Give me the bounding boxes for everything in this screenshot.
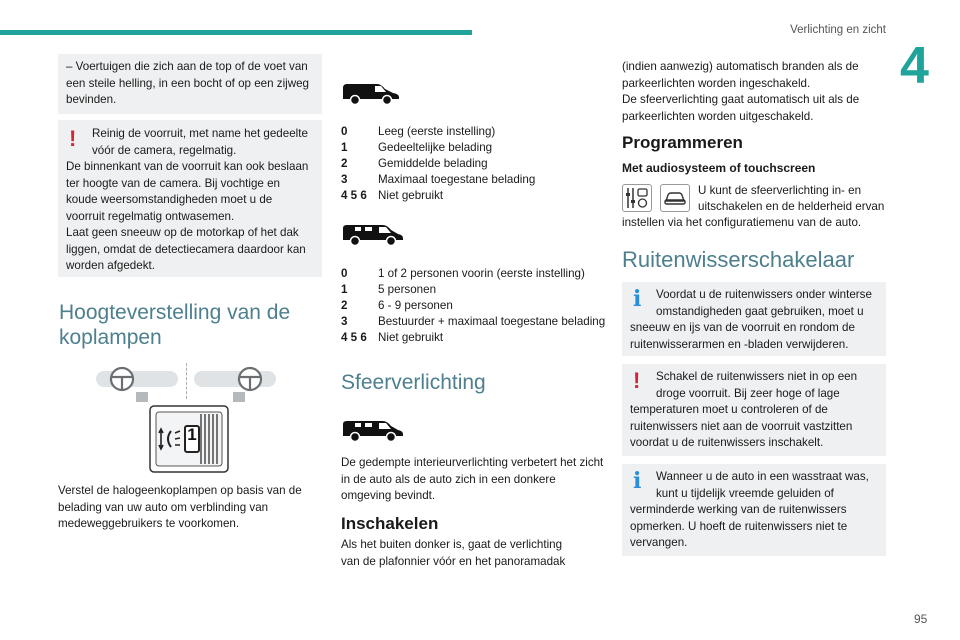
chapter-number: 4 <box>900 37 929 95</box>
program-line2: uitschakelen en de helderheid ervan <box>698 200 885 213</box>
steering-wheel-icon <box>194 366 276 392</box>
table-row: 0 Leeg (eerste instelling) <box>341 125 496 138</box>
table-row: 4 5 6 Niet gebruikt <box>341 189 444 202</box>
info-box-winter: i Voordat u de ruitenwissers onder winterse omstandigheden gaat gebruiken, moet u sneeuw en ijs van de voorruit en rondom de ruitenwisserarmen en -bladen verwijderen. <box>622 282 886 356</box>
load-table <box>341 124 611 204</box>
warning-line2: vóór de camera, regelmatig. <box>92 143 237 157</box>
divider <box>186 363 188 399</box>
switch-on-body: Als het buiten donker is, gaat de verlichting van de plafonnier vóór en het panoramadak <box>341 538 566 568</box>
info-icon: i <box>633 468 642 494</box>
warning-icon: ! <box>633 368 641 393</box>
passenger-table <box>341 266 611 346</box>
minibus-icon <box>341 221 405 247</box>
header-title: Verlichting en zicht <box>790 24 886 36</box>
van-icon <box>341 80 401 106</box>
table-row: 1 5 personen <box>341 283 437 296</box>
table-row: 0 1 of 2 personen voorin (eerste instelling) <box>341 267 585 280</box>
ambient-body: De gedempte interieurverlichting verbetert het zicht in de auto als de auto zich in een donkere omgeving bevindt. <box>341 456 604 502</box>
page-number: 95 <box>914 612 928 626</box>
indicator-icon <box>136 392 148 402</box>
car-icon <box>660 184 690 212</box>
info-box-carwash: i Wanneer u de auto in een wasstraat was, kunt u tijdelijk vreemde geluiden of verminderde werking van de ruitenwissers opmerken. U hoeft de ruitenwissers niet te vervangen. <box>622 464 886 556</box>
warning-box <box>58 120 322 277</box>
info-icon: i <box>633 286 642 312</box>
program-text: instellen via het configuratiemenu van de auto. <box>622 216 862 229</box>
minibus-icon <box>341 417 405 443</box>
headlamp-body: Verstel de halogeenkoplampen op basis van de belading van uw auto om verblinding van medeweggebruikers te voorkomen. <box>58 484 302 530</box>
program-line1: U kunt de sfeerverlichting in- en <box>698 184 862 197</box>
indicator-icon <box>233 392 245 402</box>
table-row: 2 6 - 9 personen <box>341 299 453 312</box>
warning-line1: Reinig de voorruit, met name het gedeelte <box>92 127 308 140</box>
warning-box-dry: ! Schakel de ruitenwissers niet in op een droge voorruit. Bij zeer hoge of lage temperaturen moet u controleren of de ruitenwissers niet aan de voorruit vastzitten voordat u de ruitenwissers inschakelt. <box>622 364 886 456</box>
table-row: 4 5 6 Niet gebruikt <box>341 331 444 344</box>
settings-icon <box>622 184 652 212</box>
section-heading-ambient: Sfeerverlichting <box>341 371 486 394</box>
section-heading-wipers: Ruitenwisserschakelaar <box>622 247 855 272</box>
steering-wheel-icon <box>96 366 178 392</box>
dial-label: 1 <box>187 425 197 444</box>
subheading-switch-on: Inschakelen <box>341 514 439 533</box>
table-row: 1 Gedeeltelijke belading <box>341 141 493 154</box>
section-heading-headlamp: Hoogteverstelling van de koplampen <box>59 301 291 349</box>
header-accent-bar <box>0 30 472 35</box>
note-text: – Voertuigen die zich aan de top of de voet van een steile helling, in een bocht of op een zijweg bevinden. <box>66 60 309 106</box>
warning-icon: ! <box>69 126 77 151</box>
subheading-audio: Met audiosysteem of touchscreen <box>622 161 816 175</box>
note-box <box>58 54 322 114</box>
heading-programming: Programmeren <box>622 133 743 152</box>
table-row: 2 Gemiddelde belading <box>341 157 488 170</box>
ambient-intro: (indien aanwezig) automatisch branden als de parkeerlichten worden ingeschakeld. De sfeerverlichting gaat automatisch uit als de parkeerlichten worden uitgeschakeld. <box>622 60 860 123</box>
table-row: 3 Maximaal toegestane belading <box>341 173 536 186</box>
table-row: 3 Bestuurder + maximaal toegestane belading <box>341 315 606 328</box>
headlamp-dial-icon <box>149 405 229 473</box>
warning-text: De binnenkant van de voorruit kan ook beslaan ter hoogte van de camera. Bij vochtige en koude weersomstandigheden moet u de voorruit regelmatig ontwasemen. Laat geen sneeuw op de motorkap of het dak liggen, omdat de detectiecamera daardoor kan worden afgedekt. <box>66 160 309 272</box>
